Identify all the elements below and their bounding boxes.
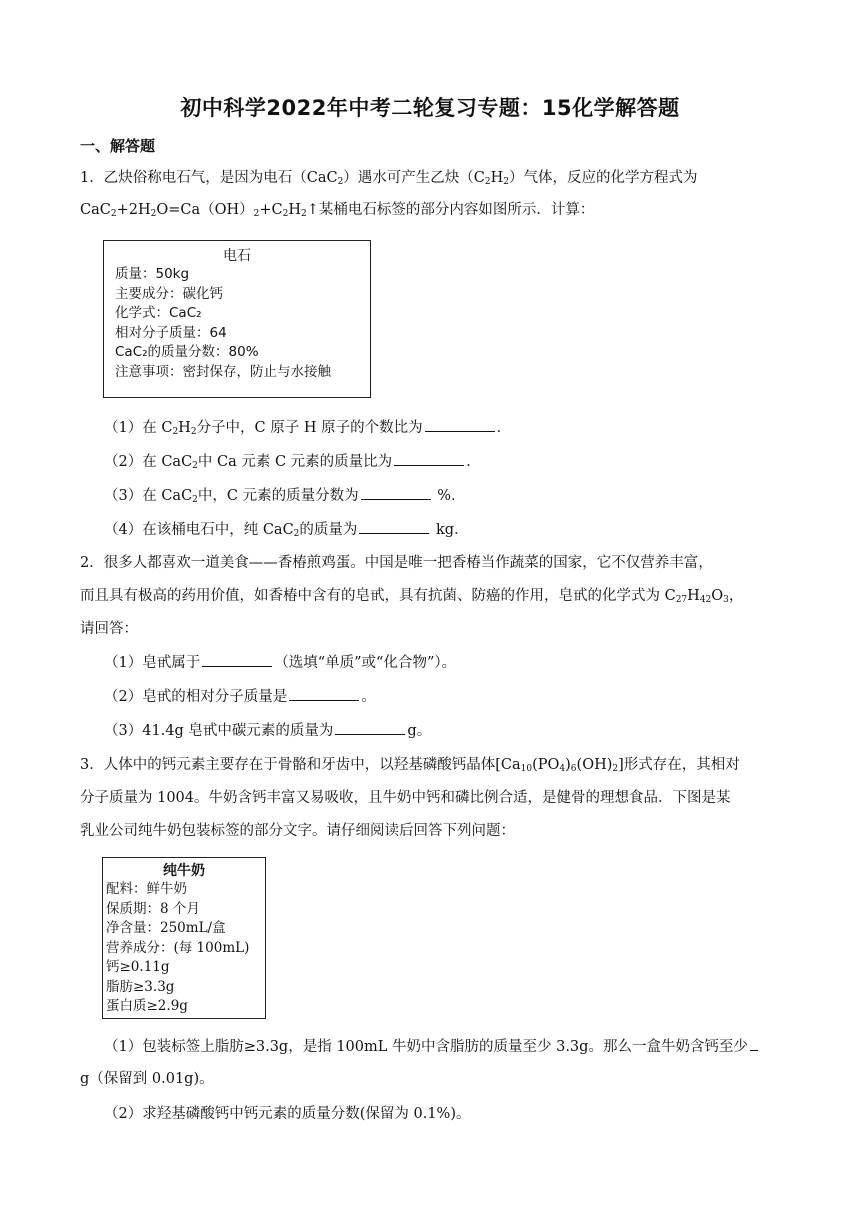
q1-sub3: （3）在 CaC$_2$中，C 元素的质量分数为 %． (104, 485, 466, 510)
answer-blank[interactable] (361, 485, 431, 500)
page-title: 初中科学2022年中考二轮复习专题：15化学解答题 (180, 96, 680, 120)
q1-sub2: （2）在 CaC$_2$中 Ca 元素 C 元素的质量比为 ． (104, 451, 481, 476)
answer-blank[interactable] (394, 451, 464, 466)
calcium-carbide-label (103, 240, 371, 398)
q2-sub3: （3）41.4g 皂甙中碳元素的质量为 g。 (104, 720, 431, 741)
answer-blank[interactable] (359, 519, 429, 534)
label-row: 营养成分：(每 100mL) (106, 939, 250, 956)
q3-sub1-cont: g（保留到 0.01g)。 (80, 1071, 214, 1087)
q1-sub4: （4）在该桶电石中，纯 CaC$_2$的质量为 kg． (104, 519, 469, 544)
q3-sub1: （1）包装标签上脂肪≥3.3g，是指 100mL 牛奶中含脂肪的质量至少 3.3g。那么一盒牛奶含钙至少 (104, 1036, 760, 1057)
label-row: 脂肪≥3.3g (106, 978, 175, 995)
label-row: 注意事项：密封保存，防止与水接触 (115, 363, 331, 380)
label-row: 钙≥0.11g (106, 959, 170, 975)
label-row: 相对分子质量：64 (115, 324, 227, 341)
label-row: 化学式：CaC₂ (115, 305, 202, 321)
label-row: 主要成分：碳化钙 (115, 285, 223, 302)
label-row: 净含量：250mL/盒 (106, 920, 226, 936)
label-row: 配料：鲜牛奶 (106, 881, 187, 897)
answer-blank[interactable] (335, 720, 405, 735)
q2-sub1: （1）皂甙属于 （选填“单质”或“化合物”）。 (104, 652, 456, 673)
answer-blank[interactable] (425, 417, 495, 432)
label-title: 纯牛奶 (163, 863, 205, 879)
q1-sub1: （1）在 $C_2H_2$分子中，C 原子 H 原子的个数比为 ． (104, 417, 511, 442)
section-heading: 一、解答题 (80, 137, 156, 155)
answer-blank[interactable] (289, 686, 359, 701)
q2-stem-line2: 而且具有极高的药用价值，如香椿中含有的皂甙，具有抗菌、防癌的作用，皂甙的化学式为 $C_{27}H_{42}O_3$， (80, 588, 744, 605)
q3-stem-line1: 3．人体中的钙元素主要存在于骨骼和牙齿中，以羟基磷酸钙晶体$[Ca_{10}(PO_4)_6(OH)_2]$形式存在，其相对 (80, 757, 740, 774)
q1-stem-line2: $CaC_2+2H_2O=Ca(OH)_2+C_2H_2↑$某桶电石标签的部分内容如图所示．计算： (80, 202, 595, 219)
answer-blank[interactable] (750, 1036, 758, 1051)
answer-blank[interactable] (202, 652, 272, 667)
label-row: CaC₂的质量分数：80% (115, 344, 259, 360)
milk-label (102, 857, 266, 1019)
q2-sub2: （2）皂甙的相对分子质量是 。 (104, 686, 376, 707)
q2-stem-line1: 2．很多人都喜欢一道美食——香椿煎鸡蛋。中国是唯一把香椿当作蔬菜的国家，它不仅营养丰富， (80, 555, 713, 571)
label-title: 电石 (223, 248, 251, 264)
q2-stem-line3: 请回答： (80, 621, 138, 637)
label-row: 蛋白质≥2.9g (106, 998, 188, 1014)
label-row: 质量：50kg (115, 266, 190, 282)
q3-sub2: （2）求羟基磷酸钙中钙元素的质量分数(保留为 0.1%)。 (104, 1106, 471, 1122)
q3-stem-line3: 乳业公司纯牛奶包装标签的部分文字。请仔细阅读后回答下列问题： (80, 823, 515, 839)
label-row: 保质期：8 个月 (106, 900, 200, 917)
q3-stem-line2: 分子质量为 1004。牛奶含钙丰富又易吸收，且牛奶中钙和磷比例合适，是健骨的理想食品．下图是某 (80, 790, 731, 806)
q1-stem-line1: 1．乙炔俗称电石气，是因为电石（CaC$_2$）遇水可产生乙炔$(C_2H_2)$气体，反应的化学方程式为 (80, 170, 698, 187)
